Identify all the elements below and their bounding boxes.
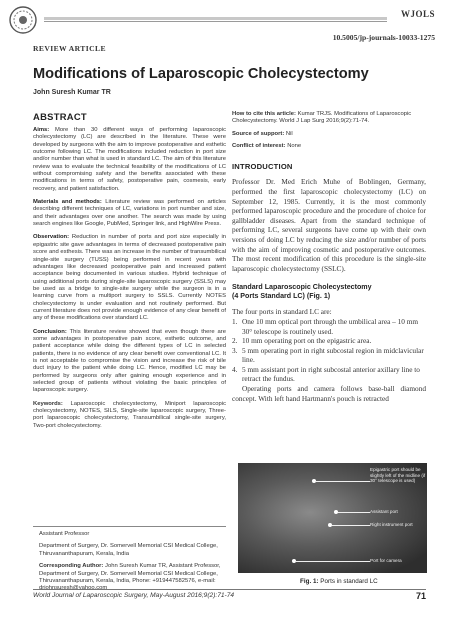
section-heading bbox=[232, 283, 426, 301]
author-names: John Suresh Kumar TR bbox=[33, 89, 111, 96]
closing-paragraph: Operating ports and camera follows base-ball diamond concept. With left hand Hartmann's pouch is retracted bbox=[232, 384, 426, 403]
article-title: Modifications of Laparoscopic Cholecystectomy bbox=[33, 66, 369, 82]
section-heading-line2: (4 Ports Standard LC) (Fig. 1) bbox=[232, 292, 331, 301]
author-position: Assistant Professor bbox=[39, 531, 90, 537]
author-affiliation: Department of Surgery, Dr. Somervell Memorial CSI Medical College, Thiruvananthapuram, Kerala, India bbox=[39, 543, 218, 557]
abstract-methods bbox=[33, 199, 226, 228]
label-epigastric: Epigastric port should be slightly left of the midline (if 30° telescope is used) bbox=[370, 467, 426, 484]
support-text: Nil bbox=[285, 130, 293, 137]
conclusion-text: This literature review showed that even though there are some advantages in postoperative pain score, esthetic outcome, and patient acceptance while doing the different types of LC in selected patients, there is no evidence of any clear benefit over conventional LC. It is not acceptable to compromise the vision and increase the risk of bile duct injury to the patient while doing LC. Hence, modified LC may be performed by surgeons only after gaining enough experience and in selected group of patients without violating the basic principles of laparoscopic surgery. bbox=[33, 328, 226, 394]
footer-rule bbox=[33, 589, 426, 590]
abstract-aims bbox=[33, 127, 226, 193]
corresponding-text: John Suresh Kumar TR, Assistant Professor, Department of Surgery, Dr. Somervell Memorial CSI Medical College, Thiruvananthapuram, Kerala, India, Phone: +919447582576, e-mail: bbox=[39, 563, 221, 585]
keywords-text: Laparoscopic cholecystectomy, Miniport laparoscopic cholecystectomy, NOTES, SILS, Single-site laparoscopic surgery, Three-port laparoscopic cholecystectomy, Transumbilical single-site surgery, Two-port cholecystectomy. bbox=[33, 400, 226, 429]
caption-label: Fig. 1: bbox=[300, 578, 319, 585]
section-heading-line1: Standard Laparoscopic Cholecystectomy bbox=[232, 283, 372, 292]
list-text: 5 mm operating port in right subcostal region in midclavicular line. bbox=[242, 345, 424, 365]
keywords bbox=[33, 401, 226, 430]
conflict-label: Conflict of interest: bbox=[232, 143, 286, 150]
pointer-line bbox=[316, 481, 370, 482]
list-text: One 10 mm optical port through the umbilical area – 10 mm 30° telescope is routinely used. bbox=[242, 316, 419, 336]
conflict-text: None bbox=[287, 143, 302, 150]
list-number: 4. bbox=[232, 364, 238, 374]
list-item bbox=[232, 365, 426, 384]
list-number: 3. bbox=[232, 345, 238, 355]
list-text: 5 mm assistant port in right subcostal anterior axillary line to retract the fundus. bbox=[242, 364, 420, 384]
left-column bbox=[33, 111, 226, 430]
header-rule-thin bbox=[44, 21, 387, 22]
footer-citation: World Journal of Laparoscopic Surgery, May-August 2016;9(2):71-74 bbox=[33, 592, 235, 599]
header-rule bbox=[44, 17, 387, 20]
abstract-observation bbox=[33, 234, 226, 322]
conflict-of-interest bbox=[232, 143, 426, 150]
pointer-line bbox=[296, 561, 370, 562]
author-footnote bbox=[39, 531, 224, 598]
article-type: REVIEW ARTICLE bbox=[33, 44, 106, 53]
aims-text: More than 30 different ways of performing laparoscopic cholecystectomy (LC) are described in the literature. These were developed by surgeons with the aim to improve postoperative and esthetic outcome following LC. The modifications included reduction in port size and/or number than what is used in standard LC. The aim of this literature review was to evaluate the technical feasibility of the modifications of LC without compromising safety and the benefits associated with these modifications in terms of safety, postoperative pain, cosmesis, early recovery, and patient satisfaction. bbox=[33, 127, 226, 192]
introduction-heading: INTRODUCTION bbox=[232, 162, 293, 172]
list-text: 10 mm operating port on the epigastric area. bbox=[242, 336, 372, 346]
journal-abbreviation: WJOLS bbox=[400, 9, 435, 19]
abstract-heading: ABSTRACT bbox=[33, 111, 87, 122]
label-instrument: Right instrument port bbox=[370, 522, 413, 527]
doi[interactable]: 10.5005/jp-journals-10033-1275 bbox=[332, 33, 435, 42]
list-item bbox=[232, 336, 426, 346]
ports-list bbox=[232, 317, 426, 384]
methods-text: Literature review was performed on articles describing different techniques of LC, variations in port number and size, and their advantages over one another. The search was made by using search engines like Google, PubMed, Springer link, and HighWire Press. bbox=[33, 199, 226, 228]
list-number: 2. bbox=[232, 336, 238, 346]
list-number: 1. bbox=[232, 316, 238, 326]
cite-label: How to cite this article: bbox=[232, 111, 296, 117]
keywords-label: Keywords: bbox=[33, 400, 63, 407]
right-column bbox=[232, 111, 426, 403]
abstract-conclusion bbox=[33, 329, 226, 395]
support-label: Source of support: bbox=[232, 130, 285, 137]
journal-logo bbox=[8, 5, 38, 35]
methods-label: Materials and methods: bbox=[33, 199, 102, 206]
list-item bbox=[232, 346, 426, 365]
list-item bbox=[232, 317, 426, 336]
how-to-cite bbox=[232, 111, 426, 126]
caption-text: Ports in standard LC bbox=[320, 578, 378, 585]
observation-label: Observation: bbox=[33, 234, 70, 241]
corresponding-label: Corresponding Author: bbox=[39, 563, 104, 570]
label-camera: Port for camera bbox=[370, 558, 402, 563]
figure-ports-photo bbox=[238, 463, 427, 573]
figure-caption bbox=[300, 578, 378, 585]
observation-text: Reduction in number of ports and port size especially in epigastric site gave advantages in terms of decreased postoperative pain score and esthesis. There was an increase in the number of transumbilical single-site surgery (TUSS) being performed in recent years with advantages like decreased postoperative pain and increased patient acceptance being documented in various studies. Hybrid technique of using additional ports during single-site laparoscopic surgery (SSLS) may be used as a bridge to single-site surgery while the surgeon is in a learning curve from a multiport surgery to SSLS. Currently NOTES cholecystectomy is under evaluation and not routinely performed. But current literature does not provide enough evidence of any clear benefit of any of these modifications over standard LC. bbox=[33, 234, 227, 322]
pointer-line bbox=[338, 512, 370, 513]
aims-label: Aims: bbox=[33, 127, 50, 133]
ports-intro: The four ports in standard LC are: bbox=[232, 307, 332, 317]
footnote-rule bbox=[33, 526, 226, 527]
page-number: 71 bbox=[415, 591, 426, 601]
introduction-text: Professor Dr. Med Erich Muhe of Boblingen, Germany, performed the first laparoscopic cholecystectomy (LC) on September 12, 1985. Currently, it is the most commonly performed laparoscopic procedure and the procedure of choice for gallbladder diseases. Apart from the standard technique of performing LC, several surgeons have come up with their own versions of doing LC by reducing the size and/or number of ports with the aim of improving cosmetic and postoperative outcomes. The most recent modification of this procedure is the single-site laparoscopic cholecystectomy (SSLC). bbox=[232, 177, 426, 273]
conclusion-label: Conclusion: bbox=[33, 328, 67, 335]
pointer-line bbox=[332, 525, 370, 526]
label-assistant: Assistant port bbox=[370, 509, 398, 514]
cite-text: Kumar TRJS. Modifications of Laparoscopic Cholecystectomy. World J Lap Surg 2016;9(2):71-74. bbox=[232, 111, 412, 125]
source-of-support bbox=[232, 131, 426, 138]
